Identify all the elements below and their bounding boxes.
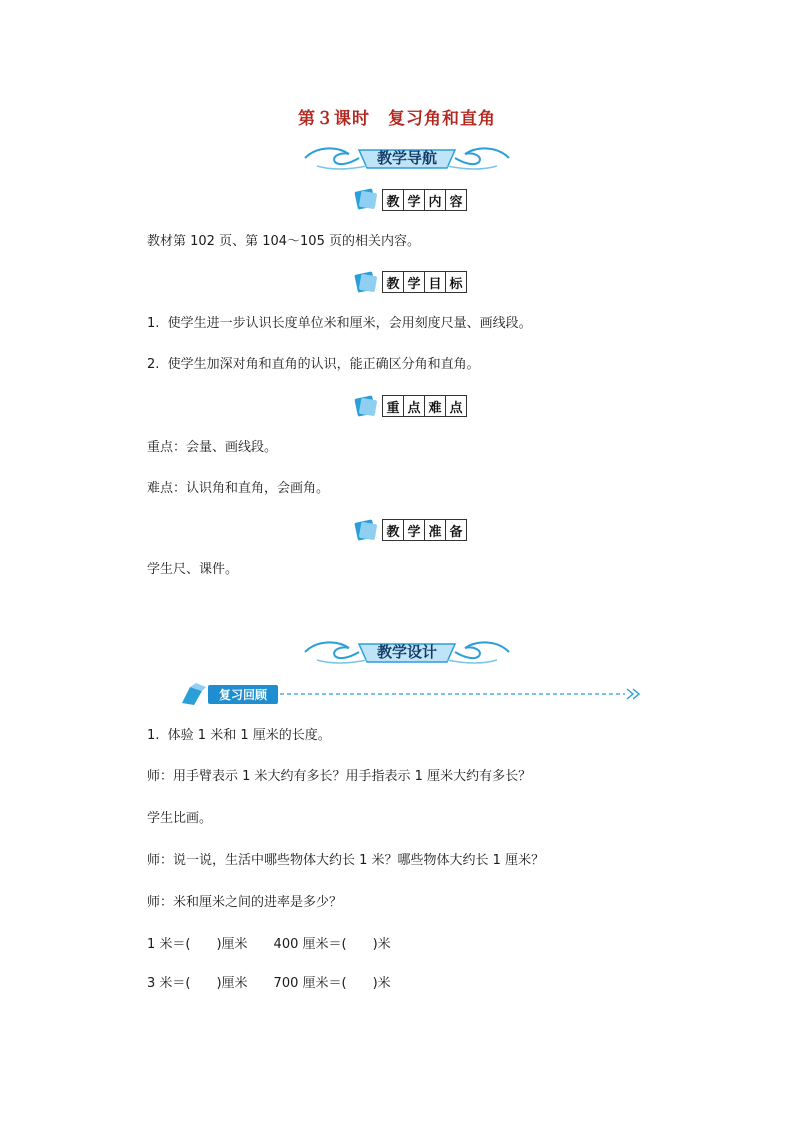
section-char: 教	[382, 271, 404, 293]
section-char: 难	[425, 395, 446, 417]
review-line: 师：用手臂表示 1 米大约有多长？用手指表示 1 厘米大约有多长？	[147, 769, 532, 784]
key-point: 重点：会量、画线段。	[147, 440, 278, 455]
pen-icon	[176, 681, 210, 707]
section-char: 学	[404, 519, 425, 541]
banner-label: 教学设计	[376, 643, 437, 661]
exercise-line: 3 米＝( )厘米 700 厘米＝( )米	[147, 976, 391, 991]
book-icon	[352, 517, 380, 543]
dashed-arrow-divider	[280, 688, 642, 700]
section-header-key	[382, 395, 467, 417]
section-char: 教	[382, 189, 404, 211]
banner-teaching-design	[297, 638, 517, 666]
difficult-point: 难点：认识角和直角，会画角。	[147, 481, 330, 496]
page-title: 第３课时 复习角和直角	[298, 109, 496, 129]
banner-teaching-nav	[297, 144, 517, 172]
section-char: 学	[404, 271, 425, 293]
section-char: 内	[425, 189, 446, 211]
section-char: 教	[382, 519, 404, 541]
section-char: 备	[446, 519, 467, 541]
review-line: 师：米和厘米之间的进率是多少？	[147, 895, 343, 910]
review-tag: 复习回顾	[208, 685, 278, 704]
section-char: 目	[425, 271, 446, 293]
section-char: 标	[446, 271, 467, 293]
section-char: 点	[446, 395, 467, 417]
goal-item: 1. 使学生进一步认识长度单位米和厘米，会用刻度尺量、画线段。	[147, 316, 532, 331]
section-char: 重	[382, 395, 404, 417]
banner-label: 教学导航	[376, 149, 437, 167]
goal-item: 2. 使学生加深对角和直角的认识，能正确区分角和直角。	[147, 357, 480, 372]
section-char: 容	[446, 189, 467, 211]
book-icon	[352, 269, 380, 295]
section-char: 准	[425, 519, 446, 541]
review-line: 1. 体验 1 米和 1 厘米的长度。	[147, 728, 331, 743]
exercise-line: 1 米＝( )厘米 400 厘米＝( )米	[147, 937, 391, 952]
prep-text: 学生尺、课件。	[147, 562, 239, 577]
review-line: 学生比画。	[147, 811, 213, 826]
section-char: 学	[404, 189, 425, 211]
review-line: 师：说一说，生活中哪些物体大约长 1 米？哪些物体大约长 1 厘米？	[147, 853, 545, 868]
book-icon	[352, 393, 380, 419]
section-header-goals	[382, 271, 467, 293]
book-icon	[352, 186, 380, 212]
content-text: 教材第 102 页、第 104～105 页的相关内容。	[147, 234, 420, 249]
section-header-content	[382, 189, 467, 211]
section-char: 点	[404, 395, 425, 417]
section-header-prep	[382, 519, 467, 541]
